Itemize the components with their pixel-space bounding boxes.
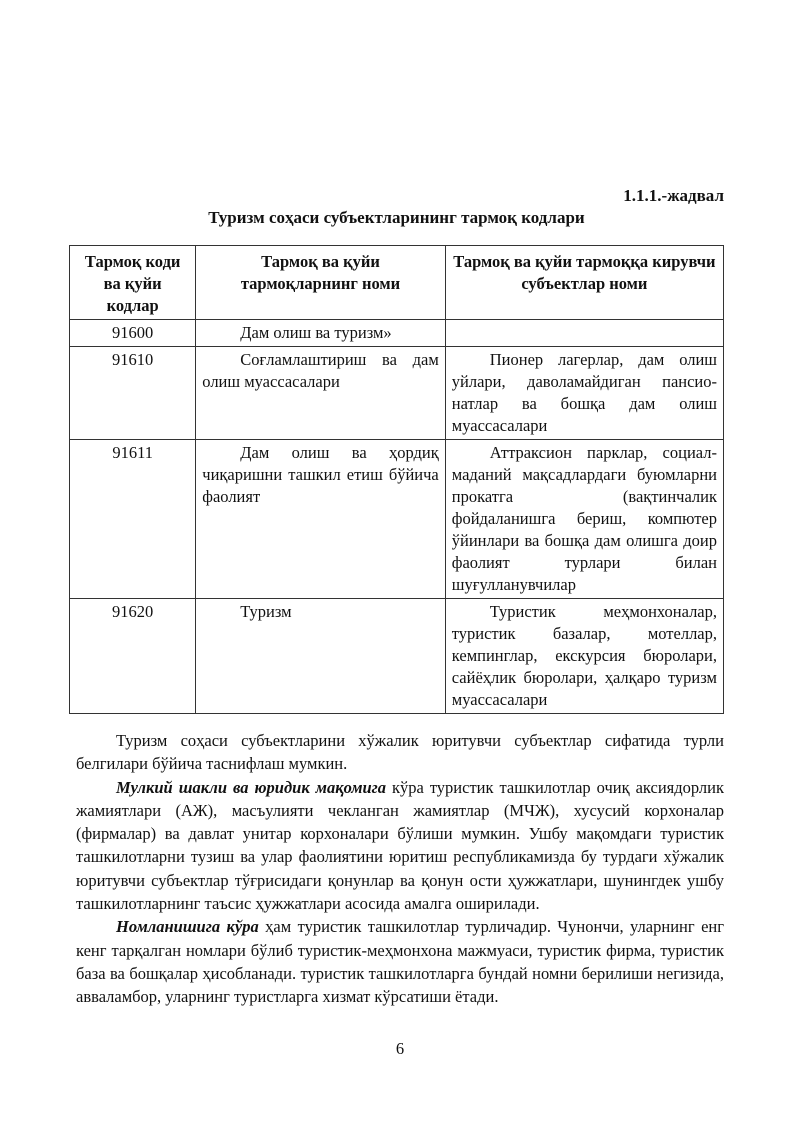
table-row: [70, 347, 724, 440]
page-number: 6: [395, 1039, 405, 1058]
cell-subjects: Аттраксион парклар, социал-маданий мақсадлардаги буюмларни прокатга (вақтинчалик фойдаланишга бериш, компютер ўйинлари ва бошқа дам олишга доир фаолият турлари билан шуғулланувчилар: [445, 440, 723, 599]
paragraph-3-text: ҳам туристик ташкилотлар турличадир. Чунончи, уларнинг енг кенг тарқалган номлари бўлиб туристик-меҳмонхона мажмуаси, туристик фирма, туристик база ва бошқалар ҳисобланади. туристик ташкилотларга бундай номни берилиши негизида, авваламбор, уларнинг туристларга хизмат кўрсатиши ётади.: [76, 917, 724, 1007]
paragraph-2-text: кўра туристик ташкилотлар очиқ аксиядорлик жамиятлари (АЖ), масъулияти чекланган жамиятлар (МЧЖ), хусусий корхоналар (фирмалар) ва давлат унитар корхоналари бўлиши мумкин. Ушбу мақомдаги туристик ташкилотларни тузиш ва улар фаолиятини юритиш республикамизда бу турдаги хўжалик юритувчи субъектлар тўғрисидаги қонунлар ва қонун ости ҳужжатлари, шунингдек ушбу ташкилотларнинг таъсис ҳужжатлари асосида амалга оширилади.: [76, 777, 724, 914]
cell-code: 91610: [70, 347, 196, 440]
cell-name: Дам олиш ва туризм»: [196, 320, 445, 347]
sector-codes-table: [69, 245, 724, 714]
header-subjects: Тармоқ ва қуйи тармоққа кирувчи субъектлар номи: [445, 246, 723, 320]
body-text: [76, 729, 724, 1009]
cell-code: 91620: [70, 599, 196, 714]
cell-name: Туризм: [196, 599, 445, 714]
cell-name: Дам олиш ва ҳордиқ чиқаришни ташкил етиш бўйича фаолият: [196, 440, 445, 599]
table-label: 1.1.1.-жадвал: [623, 186, 724, 205]
cell-code: 91600: [70, 320, 196, 347]
table-title: Туризм соҳаси субъектларининг тармоқ кодлари: [208, 208, 585, 227]
table-row: [70, 599, 724, 714]
header-name: Тармоқ ва қуйи тармоқларнинг номи: [196, 246, 445, 320]
paragraph-3-emphasis: Номланишига кўра: [116, 917, 259, 937]
cell-subjects: Пионер лагерлар, дам олиш уйлари, даволамайдиган пансио-натлар ва бошқа дам олиш муассасалари: [445, 347, 723, 440]
cell-subjects: Туристик меҳмонхоналар, туристик базалар, мотеллар, кемпинглар, екскурсия бюролари, сайёҳлик бюролари, ҳалқаро туризм муассасалари: [445, 599, 723, 714]
cell-subjects: [445, 320, 723, 347]
table-header-row: [70, 246, 724, 320]
table-row: [70, 320, 724, 347]
paragraph-3: [76, 915, 724, 1008]
cell-code: 91611: [70, 440, 196, 599]
cell-name: Соғламлаштириш ва дам олиш муассасалари: [196, 347, 445, 440]
paragraph-2-emphasis: Мулкий шакли ва юридик мақомига: [116, 777, 387, 797]
table-row: [70, 440, 724, 599]
paragraph-1: Туризм соҳаси субъектларини хўжалик юритувчи субъектлар сифатида турли белгилари бўйича таснифлаш мумкин.: [76, 731, 724, 774]
header-code: Тармоқ коди ва қуйи кодлар: [70, 246, 196, 320]
paragraph-2: [76, 776, 724, 916]
